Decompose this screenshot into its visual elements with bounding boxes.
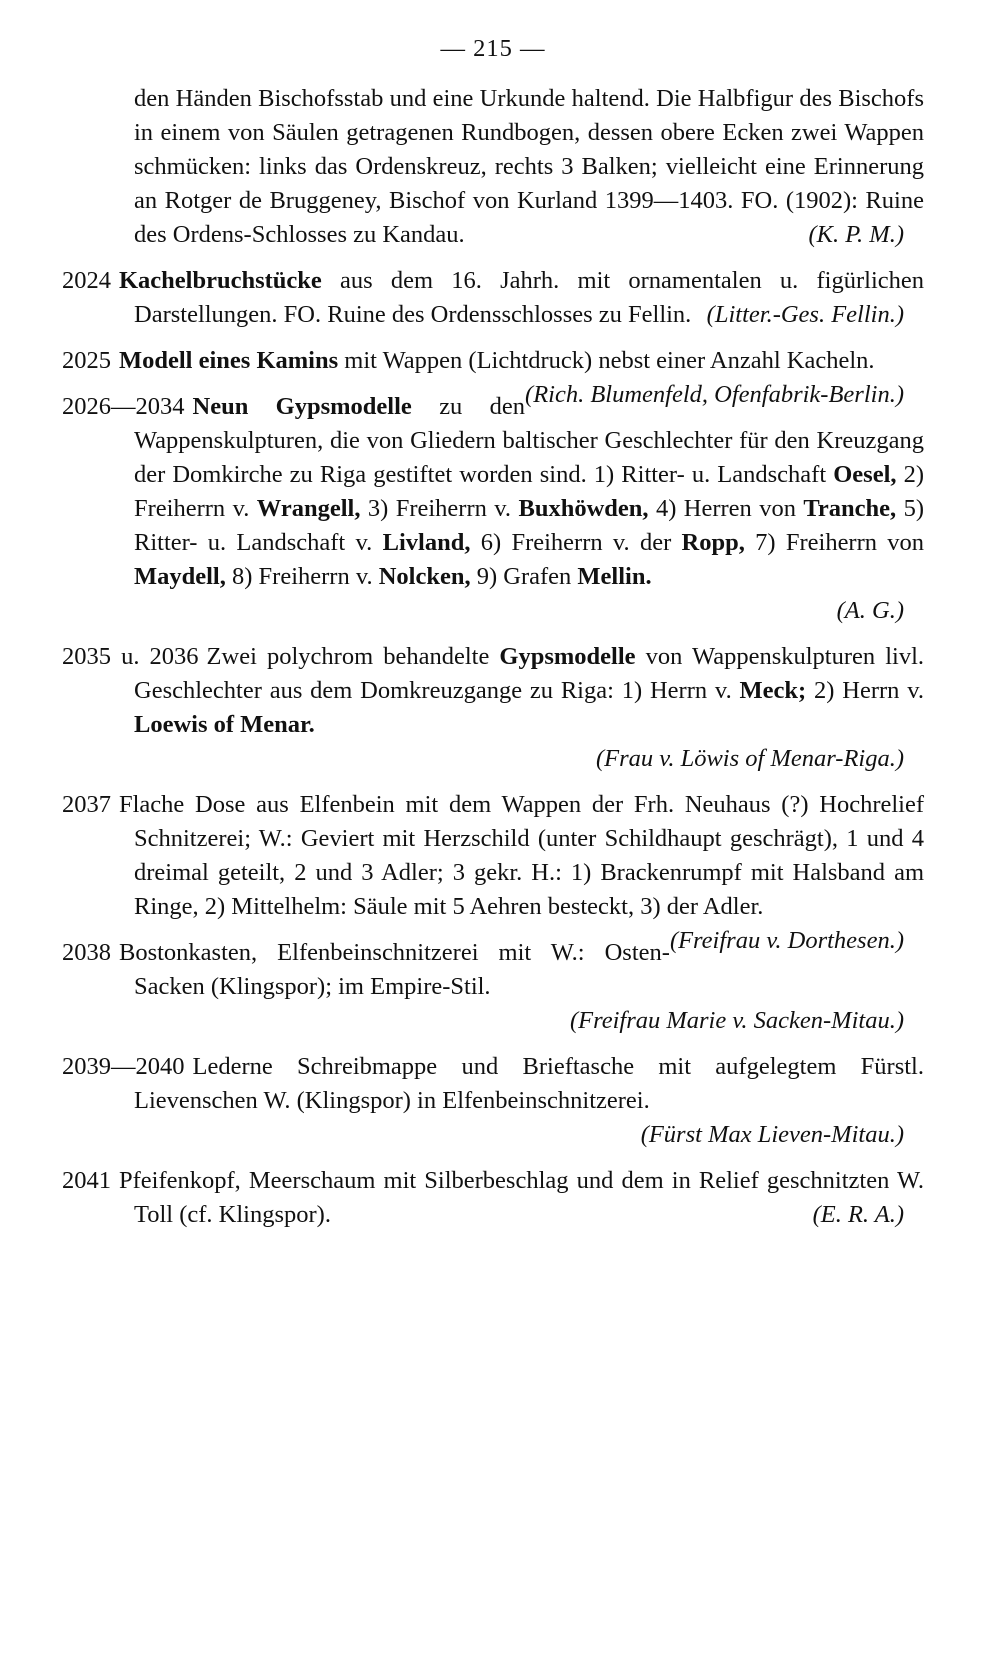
entry-text: 2) Freiherrn v. — [134, 461, 925, 522]
entry-text: Zwei polychrom behandelte — [206, 643, 490, 670]
entry-text: 3) Freiherrn v. — [367, 495, 512, 522]
entry-text: 2) Herrn v. — [814, 677, 925, 704]
entry-number: 2035 u. 2036 — [62, 643, 199, 670]
entry-source: (Fürst Max Lieven-Mitau.) — [640, 1121, 904, 1148]
page-number: — 215 — — [440, 35, 546, 62]
entry-paragraph — [62, 640, 924, 776]
entry-source: (Frau v. Löwis of Menar-Riga.) — [596, 745, 904, 772]
entry-paragraph — [62, 1164, 924, 1232]
family-name: Tranche, — [803, 495, 897, 522]
entry-text: Pfeifenkopf, Meerschaum mit Silberbeschlag und dem in Relief geschnitzten W. Toll (cf. Klingspor). — [119, 1167, 924, 1228]
entry-text: Bostonkasten, Elfenbeinschnitzerei mit W.: Osten-Sacken (Klingspor); im Empire-Stil. — [119, 939, 670, 1000]
entry-text: Flache Dose aus Elfenbein mit dem Wappen der Frh. Neuhaus (?) Hochrelief Schnitzerei; W.: Geviert mit Herzschild (unter Schildhaupt geschrägt), 1 und 4 dreimal geteilt, 2 und 3 Adler; 3 gekr. H.: 1) Brackenrumpf mit Halsband am Ringe, 2) Mittelhelm: Säule mit 5 Aehren besteckt, 3) der Adler. — [119, 791, 924, 920]
entry-title: Gypsmodelle — [499, 643, 636, 670]
entry-2041 — [62, 1164, 924, 1232]
family-name: Ropp, — [681, 529, 745, 556]
entry-title: Neun Gypsmodelle — [192, 393, 412, 420]
entry-text: 9) Grafen — [476, 563, 572, 590]
entry-source: (Litter.-Ges. Fellin.) — [706, 301, 904, 328]
entry-2038 — [62, 936, 924, 1038]
entry-source: (E. R. A.) — [812, 1201, 904, 1228]
family-name: Wrangell, — [256, 495, 361, 522]
entry-text: zu den Wappenskulpturen, die von Gliedern baltischer Geschlechter für den Kreuzgang der Domkirche zu Riga gestiftet worden sind. 1) Ritter- u. Landschaft — [134, 393, 924, 488]
entry-paragraph — [62, 264, 924, 332]
family-name: Livland, — [382, 529, 471, 556]
entry-text: 4) Herren von — [655, 495, 796, 522]
entry-number: 2039—2040 — [62, 1053, 185, 1080]
entry-text: 6) Freiherrn v. der — [480, 529, 672, 556]
entry-paragraph — [62, 82, 924, 252]
entry-text: aus dem 16. Jahrh. mit ornamentalen u. figürlichen Darstellungen. FO. Ruine des Ordensschlosses zu Fellin. — [134, 267, 924, 328]
entry-text: 8) Freiherrn v. — [232, 563, 373, 590]
entry-source: (Freifrau v. Dorthesen.) — [669, 927, 904, 954]
entry-paragraph — [62, 390, 924, 628]
entry-title: Modell eines Kamins — [119, 347, 339, 374]
entry-text: von Wappenskulpturen livl. Geschlechter aus dem Domkreuzgange zu Riga: 1) Herrn v. — [134, 643, 925, 704]
family-name: Nolcken, — [378, 563, 471, 590]
entry-2035-2036 — [62, 640, 924, 776]
entry-number: 2024 — [62, 267, 111, 294]
entry-number: 2038 — [62, 939, 111, 966]
entry-number: 2037 — [62, 791, 111, 818]
entry-source: (K. P. M.) — [808, 221, 904, 248]
family-name: Meck; — [739, 677, 807, 704]
entry-title: Kachelbruchstücke — [119, 267, 322, 294]
entry-2026-2034 — [62, 390, 924, 628]
document-page — [62, 32, 924, 1244]
family-name: Buxhöwden, — [518, 495, 649, 522]
entry-2039-2040 — [62, 1050, 924, 1152]
entry-text: mit Wappen (Lichtdruck) nebst einer Anzahl Kacheln. — [344, 347, 875, 374]
entry-number: 2025 — [62, 347, 111, 374]
entry-paragraph — [62, 1050, 924, 1152]
entry-2024 — [62, 264, 924, 332]
family-name: Oesel, — [833, 461, 897, 488]
entry-number: 2041 — [62, 1167, 111, 1194]
entry-continuation — [62, 82, 924, 252]
entry-text: den Händen Bischofsstab und eine Urkunde haltend. Die Halbfigur des Bischofs in einem von Säulen getragenen Rundbogen, dessen obere Ecken zwei Wappen schmücken: links das Ordenskreuz, rechts 3 Balken; vielleicht eine Erinnerung an Rotger de Bruggeney, Bischof von Kurland 1399—1403. FO. (1902): Ruine des Ordens-Schlosses zu Kandau. — [134, 85, 924, 248]
entry-source: (Freifrau Marie v. Sacken-Mitau.) — [569, 1007, 904, 1034]
entry-number: 2026—2034 — [62, 393, 185, 420]
entry-text: Lederne Schreibmappe und Brieftasche mit aufgelegtem Fürstl. Lievenschen W. (Klingspor) in Elfenbeinschnitzerei. — [134, 1053, 924, 1114]
entry-text: 5) Ritter- u. Landschaft v. — [134, 495, 925, 556]
family-name: Loewis of Menar. — [134, 711, 315, 738]
entry-paragraph — [62, 936, 924, 1038]
entry-text: 7) Freiherrn von — [755, 529, 925, 556]
family-name: Maydell, — [134, 563, 226, 590]
family-name: Mellin. — [577, 563, 652, 590]
entry-source: (Rich. Blumenfeld, Ofenfabrik-Berlin.) — [525, 381, 904, 408]
entry-source: (A. G.) — [836, 597, 904, 624]
